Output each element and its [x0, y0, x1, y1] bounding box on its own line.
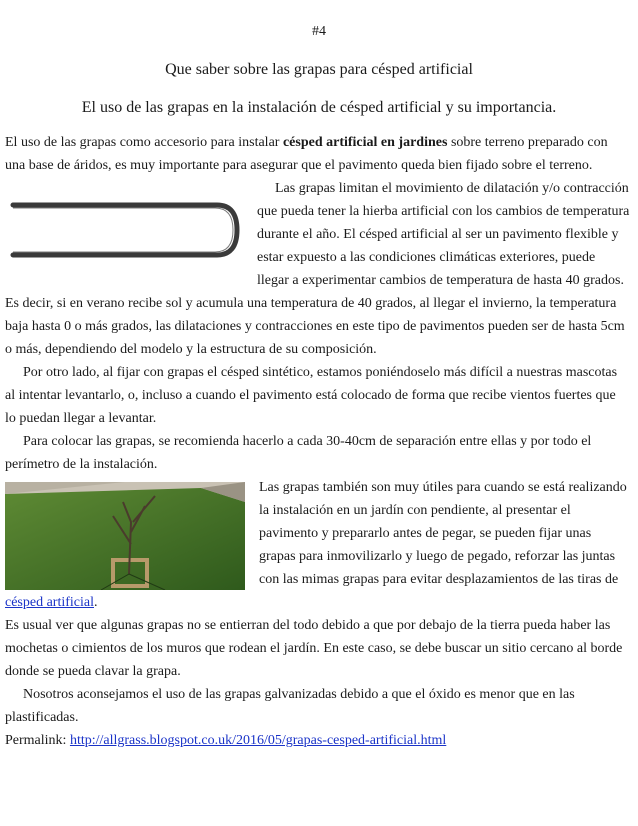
- permalink-line: [5, 729, 630, 752]
- permalink-link[interactable]: http://allgrass.blogspot.co.uk/2016/05/grapas-cesped-artificial.html: [69, 733, 447, 748]
- paragraph-placement: Para colocar las grapas, se recomienda hacerlo a cada 30-40cm de separación entre ellas y por todo el perímetro de la instalación.: [5, 434, 592, 472]
- article-body: [5, 131, 630, 752]
- garden-image: [5, 482, 245, 590]
- permalink-label: Permalink:: [5, 733, 67, 748]
- article-subtitle: El uso de las grapas en la instalación de césped artificial y su importancia.: [81, 99, 557, 116]
- cesped-artificial-link[interactable]: césped artificial: [5, 595, 95, 610]
- bold-keyword: césped artificial en jardines: [282, 135, 448, 150]
- paragraph-slope: Las grapas también son muy útiles para cuando se está realizando la instalación en un jardín con pendiente, al presentar el pavimento y prepararlo antes de pegar, se pueden fijar unas grapas para inmovilizarlo y luego de pegado, reforzar las juntas con las mimas grapas para evitar desplazamientos de las tiras de césped artificial.: [5, 480, 627, 610]
- staple-image: [5, 183, 243, 279]
- paragraph-pets: Por otro lado, al fijar con grapas el césped sintético, estamos poniéndoselo más difícil a nuestras mascotas al intentar levantarlo, o, incluso a cuando el pavimento está colocado de forma que recibe vientos fuertes que lo puedan llegar a levantar.: [5, 365, 618, 426]
- paragraph-intro: El uso de las grapas como accesorio para instalar césped artificial en jardines sobre terreno preparado con una base de áridos, es muy importante para asegurar que el pavimento queda bien fijado sobre el terreno.: [5, 135, 608, 173]
- paragraph-foundations: Es usual ver que algunas grapas no se entierran del todo debido a que por debajo de la tierra pueda haber las mochetas o cimientos de los muros que rodean el jardín. En este caso, se debe buscar un sitio cercano al borde donde se pueda clavar la grapa.: [5, 618, 623, 679]
- article-title: Que saber sobre las grapas para césped artificial: [165, 61, 473, 78]
- page-number: #4: [312, 24, 326, 39]
- paragraph-dilation: Las grapas limitan el movimiento de dilatación y/o contracción que pueda tener la hierba artificial con los cambios de temperatura durante el año. El césped artificial al ser un pavimento flexible y estar expuesto a las condiciones climáticas exteriores, puede llegar a experimentar cambios de temperatura de hasta 40 grados. Es decir, si en verano recibe sol y acumula una temperatura de 40 grados, al llegar el invierno, la temperatura baja hasta 0 o más grados, las dilataciones y contracciones en este tipo de pavimentos pueden ser de hasta 5cm o más, dependiendo del modelo y la estructura de su composición.: [5, 181, 630, 357]
- paragraph-galvanized: Nosotros aconsejamos el uso de las grapas galvanizadas debido a que el óxido es menor que en las plastificadas.: [5, 687, 575, 725]
